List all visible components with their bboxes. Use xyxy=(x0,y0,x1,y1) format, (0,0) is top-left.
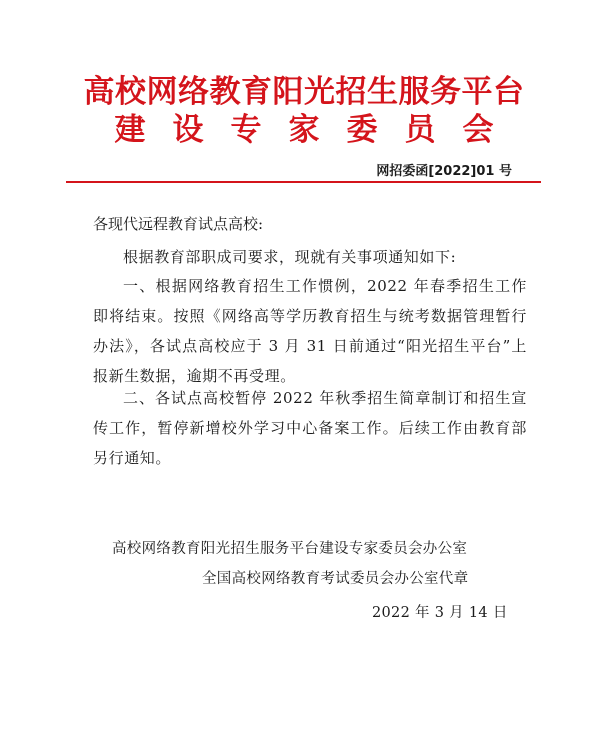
signature-org-1: 高校网络教育阳光招生服务平台建设专家委员会办公室 xyxy=(112,541,468,557)
document-number: 网招委函[2022]01 号 xyxy=(376,164,512,179)
item-1-paragraph: 一、根据网络教育招生工作惯例，2022 年春季招生工作即将结束。按照《网络高等学历教育招生与统考数据管理暂行办法》，各试点高校应于 3 月 31 日前通过“阳光招生平台”上报新生数据，逾期不再受理。 xyxy=(93,277,527,385)
intro-paragraph: 根据教育部职成司要求，现就有关事项通知如下: xyxy=(123,248,457,266)
signature-date: 2022 年 3 月 14 日 xyxy=(372,605,508,621)
salutation: 各现代远程教育试点高校: xyxy=(93,215,264,233)
signature-org-2: 全国高校网络教育考试委员会办公室代章 xyxy=(202,571,469,587)
item-2-paragraph: 二、各试点高校暂停 2022 年秋季招生简章制订和招生宣传工作，暂停新增校外学习中心备案工作。后续工作由教育部另行通知。 xyxy=(93,389,527,467)
letterhead-divider xyxy=(66,181,541,183)
letterhead-title-line1: 高校网络教育阳光招生服务平台 xyxy=(83,74,525,110)
letterhead-title-line2: 建设专家委员会 xyxy=(114,112,521,148)
